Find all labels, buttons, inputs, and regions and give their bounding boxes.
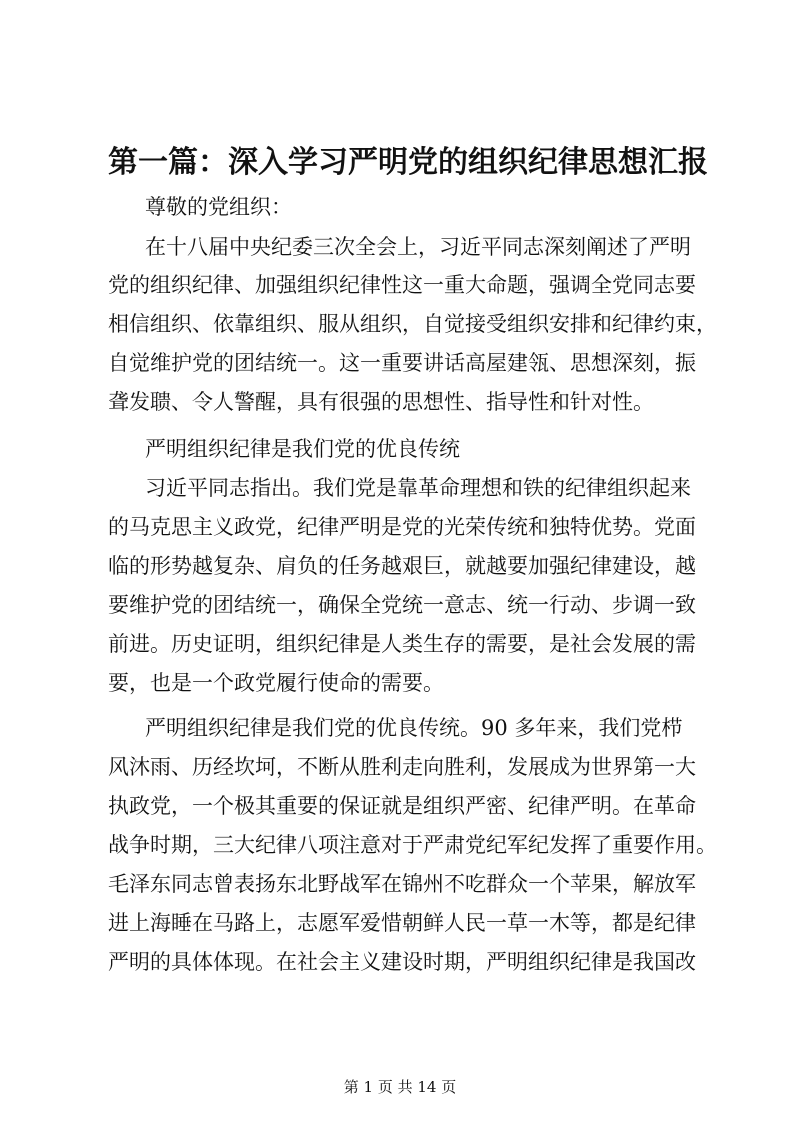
body-line: 严明组织纪律是我们党的优良传统。90 多年来，我们党栉	[145, 716, 683, 740]
body-line: 进上海睡在马路上，志愿军爱惜朝鲜人民一草一木等，都是纪律	[108, 911, 696, 935]
body-line: 要，也是一个政党履行使命的需要。	[108, 671, 444, 695]
body-line: 战争时期，三大纪律八项注意对于严肃党纪军纪发挥了重要作用。	[108, 833, 717, 857]
body-line: 毛泽东同志曾表扬东北野战军在锦州不吃群众一个苹果，解放军	[108, 872, 696, 896]
body-line: 临的形势越复杂、肩负的任务越艰巨，就越要加强纪律建设，越	[108, 554, 696, 578]
section-heading: 严明组织纪律是我们党的优良传统	[145, 437, 460, 461]
salutation-line: 尊敬的党组织：	[145, 195, 292, 219]
document-title: 第一篇：深入学习严明党的组织纪律思想汇报	[108, 145, 708, 180]
body-line: 聋发聩、令人警醒，具有很强的思想性、指导性和针对性。	[108, 390, 654, 414]
body-line: 执政党，一个极其重要的保证就是组织严密、纪律严明。在革命	[108, 794, 696, 818]
body-line: 相信组织、依靠组织、服从组织，自觉接受组织安排和纪律约束，	[108, 312, 717, 336]
page-number-footer: 第 1 页 共 14 页	[343, 1078, 457, 1096]
body-line: 要维护党的团结统一，确保全党统一意志、统一行动、步调一致	[108, 593, 696, 617]
body-line: 的马克思主义政党，纪律严明是党的光荣传统和独特优势。党面	[108, 515, 696, 539]
body-line: 习近平同志指出。我们党是靠革命理想和铁的纪律组织起来	[145, 476, 691, 500]
body-line: 自觉维护党的团结统一。这一重要讲话高屋建瓴、思想深刻，振	[108, 351, 696, 375]
body-line: 在十八届中央纪委三次全会上，习近平同志深刻阐述了严明	[145, 235, 691, 259]
body-line: 前进。历史证明，组织纪律是人类生存的需要，是社会发展的需	[108, 632, 696, 656]
body-line: 风沐雨、历经坎坷，不断从胜利走向胜利，发展成为世界第一大	[108, 755, 696, 779]
body-line: 严明的具体体现。在社会主义建设时期，严明组织纪律是我国改	[108, 950, 696, 974]
body-line: 党的组织纪律、加强组织纪律性这一重大命题，强调全党同志要	[108, 273, 696, 297]
